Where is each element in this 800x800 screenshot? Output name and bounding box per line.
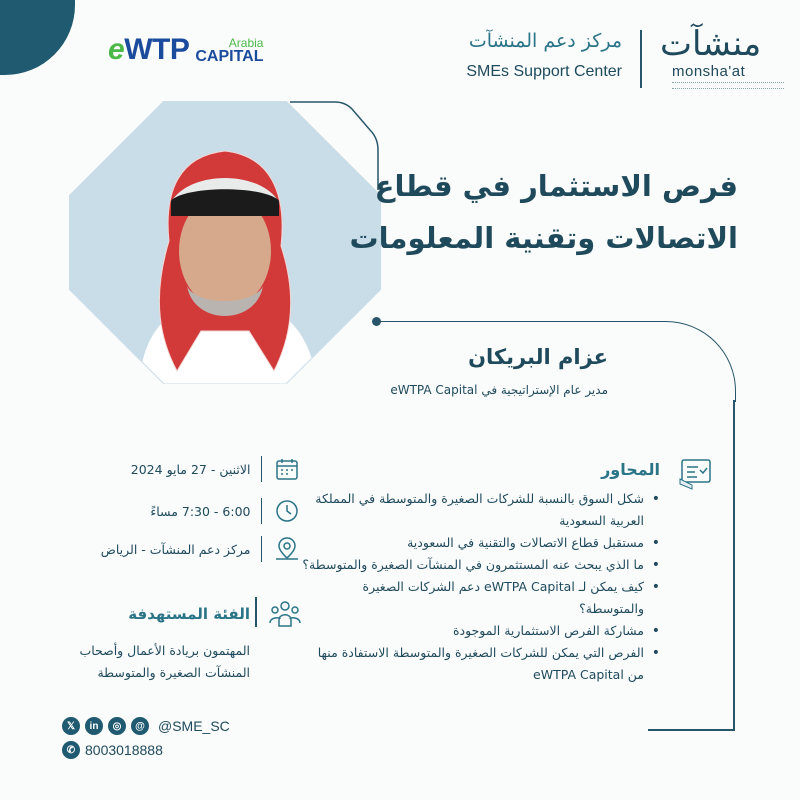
linkedin-icon[interactable]: in <box>85 717 103 735</box>
list-item: • كيف يمكن لـ eWTPA Capital دعم الشركات الصغيرة والمتوسطة؟ <box>299 576 644 620</box>
monshaat-logo-tagline <box>672 82 784 89</box>
phone-icon[interactable]: ✆ <box>62 741 80 759</box>
event-title: فرص الاستثمار في قطاع الاتصالات وتقنية المعلومات <box>349 169 738 255</box>
monshaat-logo-ar: منشآت <box>660 24 762 64</box>
event-date: الاثنين - 27 مايو 2024 <box>130 461 251 477</box>
location-pin-icon <box>272 534 302 564</box>
social-links <box>62 717 230 735</box>
speaker-name: عزام البريكان <box>468 345 608 369</box>
clock-icon <box>272 496 302 526</box>
list-item: • مستقبل قطاع الاتصالات والتقنية في السعودية <box>299 532 644 554</box>
event-time-row <box>150 496 302 526</box>
instagram-icon[interactable]: ◎ <box>108 717 126 735</box>
decor-dot <box>372 317 381 326</box>
corner-decoration <box>0 0 75 75</box>
checklist-icon <box>678 457 714 491</box>
ewtp-capital-logo <box>108 33 264 66</box>
monshaat-logo-en: monsha'at <box>672 63 746 80</box>
event-location-row <box>101 534 302 564</box>
decor-line-bottom <box>648 729 735 731</box>
speaker-role: مدير عام الإستراتيجية في eWTPA Capital <box>390 383 608 397</box>
topics-heading: المحاور <box>601 460 660 479</box>
ewtp-capital: CAPITAL <box>195 48 264 65</box>
phone-contact <box>62 741 163 759</box>
social-handle[interactable]: @SME_SC <box>158 718 230 734</box>
event-time: 6:00 - 7:30 مساءً <box>150 503 251 519</box>
list-item: • شكل السوق بالنسبة للشركات الصغيرة والمتوسطة في المملكة العربية السعودية <box>299 488 644 532</box>
audience-heading: الفئة المستهدفة <box>128 605 250 623</box>
list-item: • الفرص التي يمكن للشركات الصغيرة والمتوسطة الاستفادة منها من eWTPA Capital <box>299 642 644 686</box>
threads-icon[interactable]: @ <box>131 717 149 735</box>
decor-line-vertical <box>733 400 735 730</box>
x-icon[interactable]: 𝕏 <box>62 717 80 735</box>
people-group-icon <box>268 598 302 632</box>
center-name-en: SMEs Support Center <box>466 63 622 80</box>
ewtp-wordmark: eWTP <box>108 33 190 66</box>
phone-number[interactable]: 8003018888 <box>85 742 163 758</box>
list-item: • مشاركة الفرص الاستثمارية الموجودة <box>299 620 644 642</box>
calendar-icon <box>272 454 302 484</box>
center-name-ar: مركز دعم المنشآت <box>468 30 622 52</box>
event-date-row <box>131 454 302 484</box>
event-location: مركز دعم المنشآت - الرياض <box>100 541 251 557</box>
header-divider <box>640 30 642 88</box>
topics-list <box>299 488 660 686</box>
list-item: • ما الذي يبحث عنه المستثمرون في المنشآت الصغيرة والمتوسطة؟ <box>299 554 644 576</box>
audience-description: المهتمون بريادة الأعمال وأصحاب المنشآت الصغيرة والمتوسطة <box>79 643 250 680</box>
ewtp-arabia: Arabia <box>228 36 264 50</box>
